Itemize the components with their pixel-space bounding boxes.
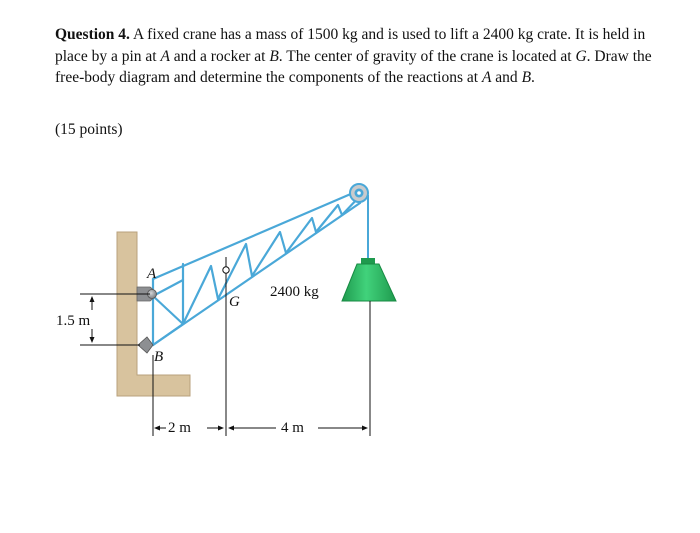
pulley xyxy=(350,184,368,202)
dimension-label-1-5m: 1.5 m xyxy=(56,313,91,329)
label-a: A xyxy=(147,266,157,282)
points-label: (15 points) xyxy=(55,121,123,138)
crane-truss xyxy=(153,190,360,345)
question-var-g: G xyxy=(575,47,587,65)
label-g: G xyxy=(229,294,240,310)
label-b: B xyxy=(154,349,164,365)
mass-label: 2400 kg xyxy=(270,284,319,300)
question-var-b: B xyxy=(521,69,532,86)
question-text-part: . Draw the free-body diagram and determine the components of the reactions at xyxy=(55,47,652,86)
question-text-part: and xyxy=(491,69,522,86)
rocker-b xyxy=(138,337,153,353)
dimension-vertical xyxy=(90,296,95,343)
question-text-part: . xyxy=(531,69,535,86)
dimension-label-4m: 4 m xyxy=(281,420,304,436)
dimension-label-2m: 2 m xyxy=(168,420,191,436)
question-text-part: A fixed crane has a mass of 1500 kg and is used to lift a 2400 kg crate. It is held in place by a pin at xyxy=(55,26,646,65)
question-var-a: A xyxy=(160,47,170,65)
question-text-part: . The center of gravity of the crane is located at xyxy=(278,47,576,65)
question-var-b: B xyxy=(269,47,279,65)
question-text-part: and a rocker at xyxy=(169,47,270,65)
question-heading: Question 4. xyxy=(55,26,130,43)
question-var-a: A xyxy=(481,69,492,86)
crate xyxy=(342,258,396,301)
